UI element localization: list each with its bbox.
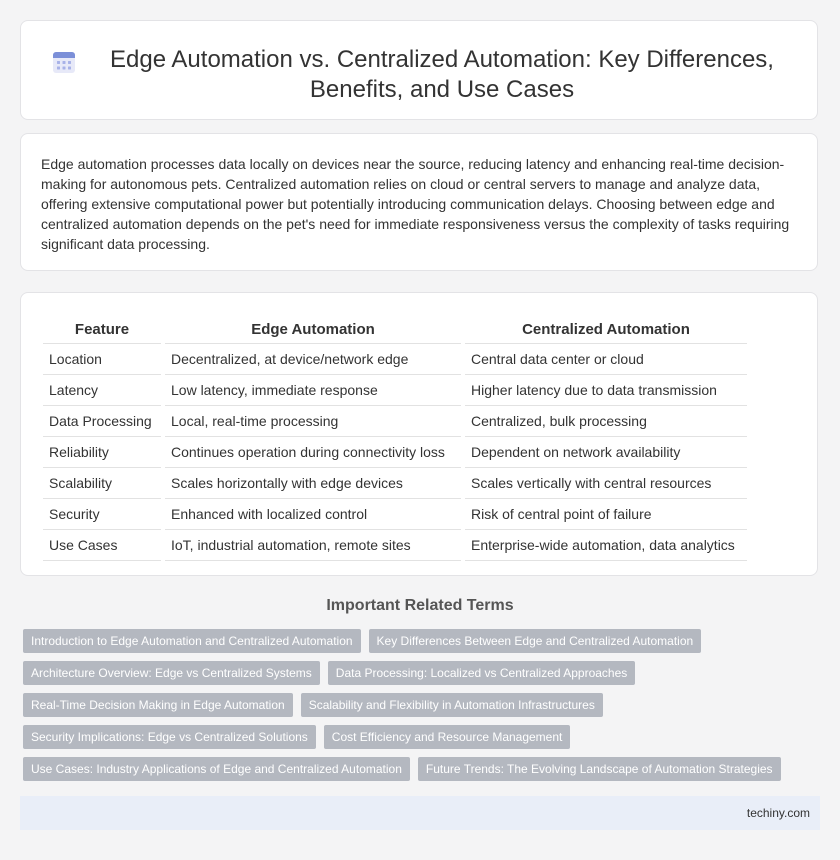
intro-card	[20, 133, 818, 271]
calendar-icon	[51, 49, 77, 75]
centralized-cell: Scales vertically with central resources	[465, 467, 747, 498]
related-term-tag[interactable]: Use Cases: Industry Applications of Edge and Centralized Automation	[23, 757, 410, 781]
centralized-cell: Centralized, bulk processing	[465, 405, 747, 436]
related-term-tag[interactable]: Data Processing: Localized vs Centralized Approaches	[328, 661, 636, 685]
edge-cell: Scales horizontally with edge devices	[165, 467, 461, 498]
related-term-tag[interactable]: Architecture Overview: Edge vs Centralized Systems	[23, 661, 320, 685]
footer-site: techiny.com	[746, 806, 810, 820]
page-title: Edge Automation vs. Centralized Automation: Key Differences, Benefits, and Use Cases	[110, 46, 774, 103]
table-row	[43, 405, 747, 436]
footer	[20, 796, 820, 830]
centralized-cell: Dependent on network availability	[465, 436, 747, 467]
related-term-tag[interactable]: Real-Time Decision Making in Edge Automation	[23, 693, 293, 717]
feature-cell: Use Cases	[43, 529, 161, 560]
header-feature: Feature	[43, 313, 161, 343]
edge-cell: Local, real-time processing	[165, 405, 461, 436]
related-term-tag[interactable]: Scalability and Flexibility in Automation Infrastructures	[301, 693, 603, 717]
feature-cell: Data Processing	[43, 405, 161, 436]
related-terms-list	[23, 629, 813, 781]
related-term-tag[interactable]: Key Differences Between Edge and Centralized Automation	[369, 629, 702, 653]
feature-cell: Reliability	[43, 436, 161, 467]
centralized-cell: Higher latency due to data transmission	[465, 374, 747, 405]
table-row	[43, 529, 747, 560]
header-edge: Edge Automation	[165, 313, 461, 343]
related-terms-title: Important Related Terms	[326, 597, 514, 614]
related-term-tag[interactable]: Cost Efficiency and Resource Management	[324, 725, 571, 749]
edge-cell: Continues operation during connectivity loss	[165, 436, 461, 467]
table-row	[43, 498, 747, 529]
feature-cell: Scalability	[43, 467, 161, 498]
header-centralized: Centralized Automation	[465, 313, 747, 343]
feature-cell: Security	[43, 498, 161, 529]
related-term-tag[interactable]: Introduction to Edge Automation and Centralized Automation	[23, 629, 361, 653]
related-term-tag[interactable]: Future Trends: The Evolving Landscape of Automation Strategies	[418, 757, 781, 781]
table-row	[43, 343, 747, 374]
related-term-tag[interactable]: Security Implications: Edge vs Centralized Solutions	[23, 725, 316, 749]
feature-cell: Latency	[43, 374, 161, 405]
edge-cell: IoT, industrial automation, remote sites	[165, 529, 461, 560]
feature-cell: Location	[43, 343, 161, 374]
table-row	[43, 374, 747, 405]
intro-paragraph: Edge automation processes data locally on devices near the source, reducing latency and enhancing real-time decision-making for autonomous pets. Centralized automation relies on cloud or central servers to manage and analyze data, offering extensive computational power but potentially introducing communication delays. Choosing between edge and centralized automation depends on the pet's need for immediate responsiveness versus the complexity of tasks requiring significant data processing.	[41, 156, 790, 252]
edge-cell: Low latency, immediate response	[165, 374, 461, 405]
table-row	[43, 467, 747, 498]
title-card	[20, 20, 818, 120]
table-header-row	[43, 313, 747, 343]
edge-cell: Enhanced with localized control	[165, 498, 461, 529]
edge-cell: Decentralized, at device/network edge	[165, 343, 461, 374]
comparison-card	[20, 292, 818, 576]
centralized-cell: Risk of central point of failure	[465, 498, 747, 529]
centralized-cell: Central data center or cloud	[465, 343, 747, 374]
centralized-cell: Enterprise-wide automation, data analytics	[465, 529, 747, 560]
table-row	[43, 436, 747, 467]
comparison-table	[43, 313, 747, 561]
